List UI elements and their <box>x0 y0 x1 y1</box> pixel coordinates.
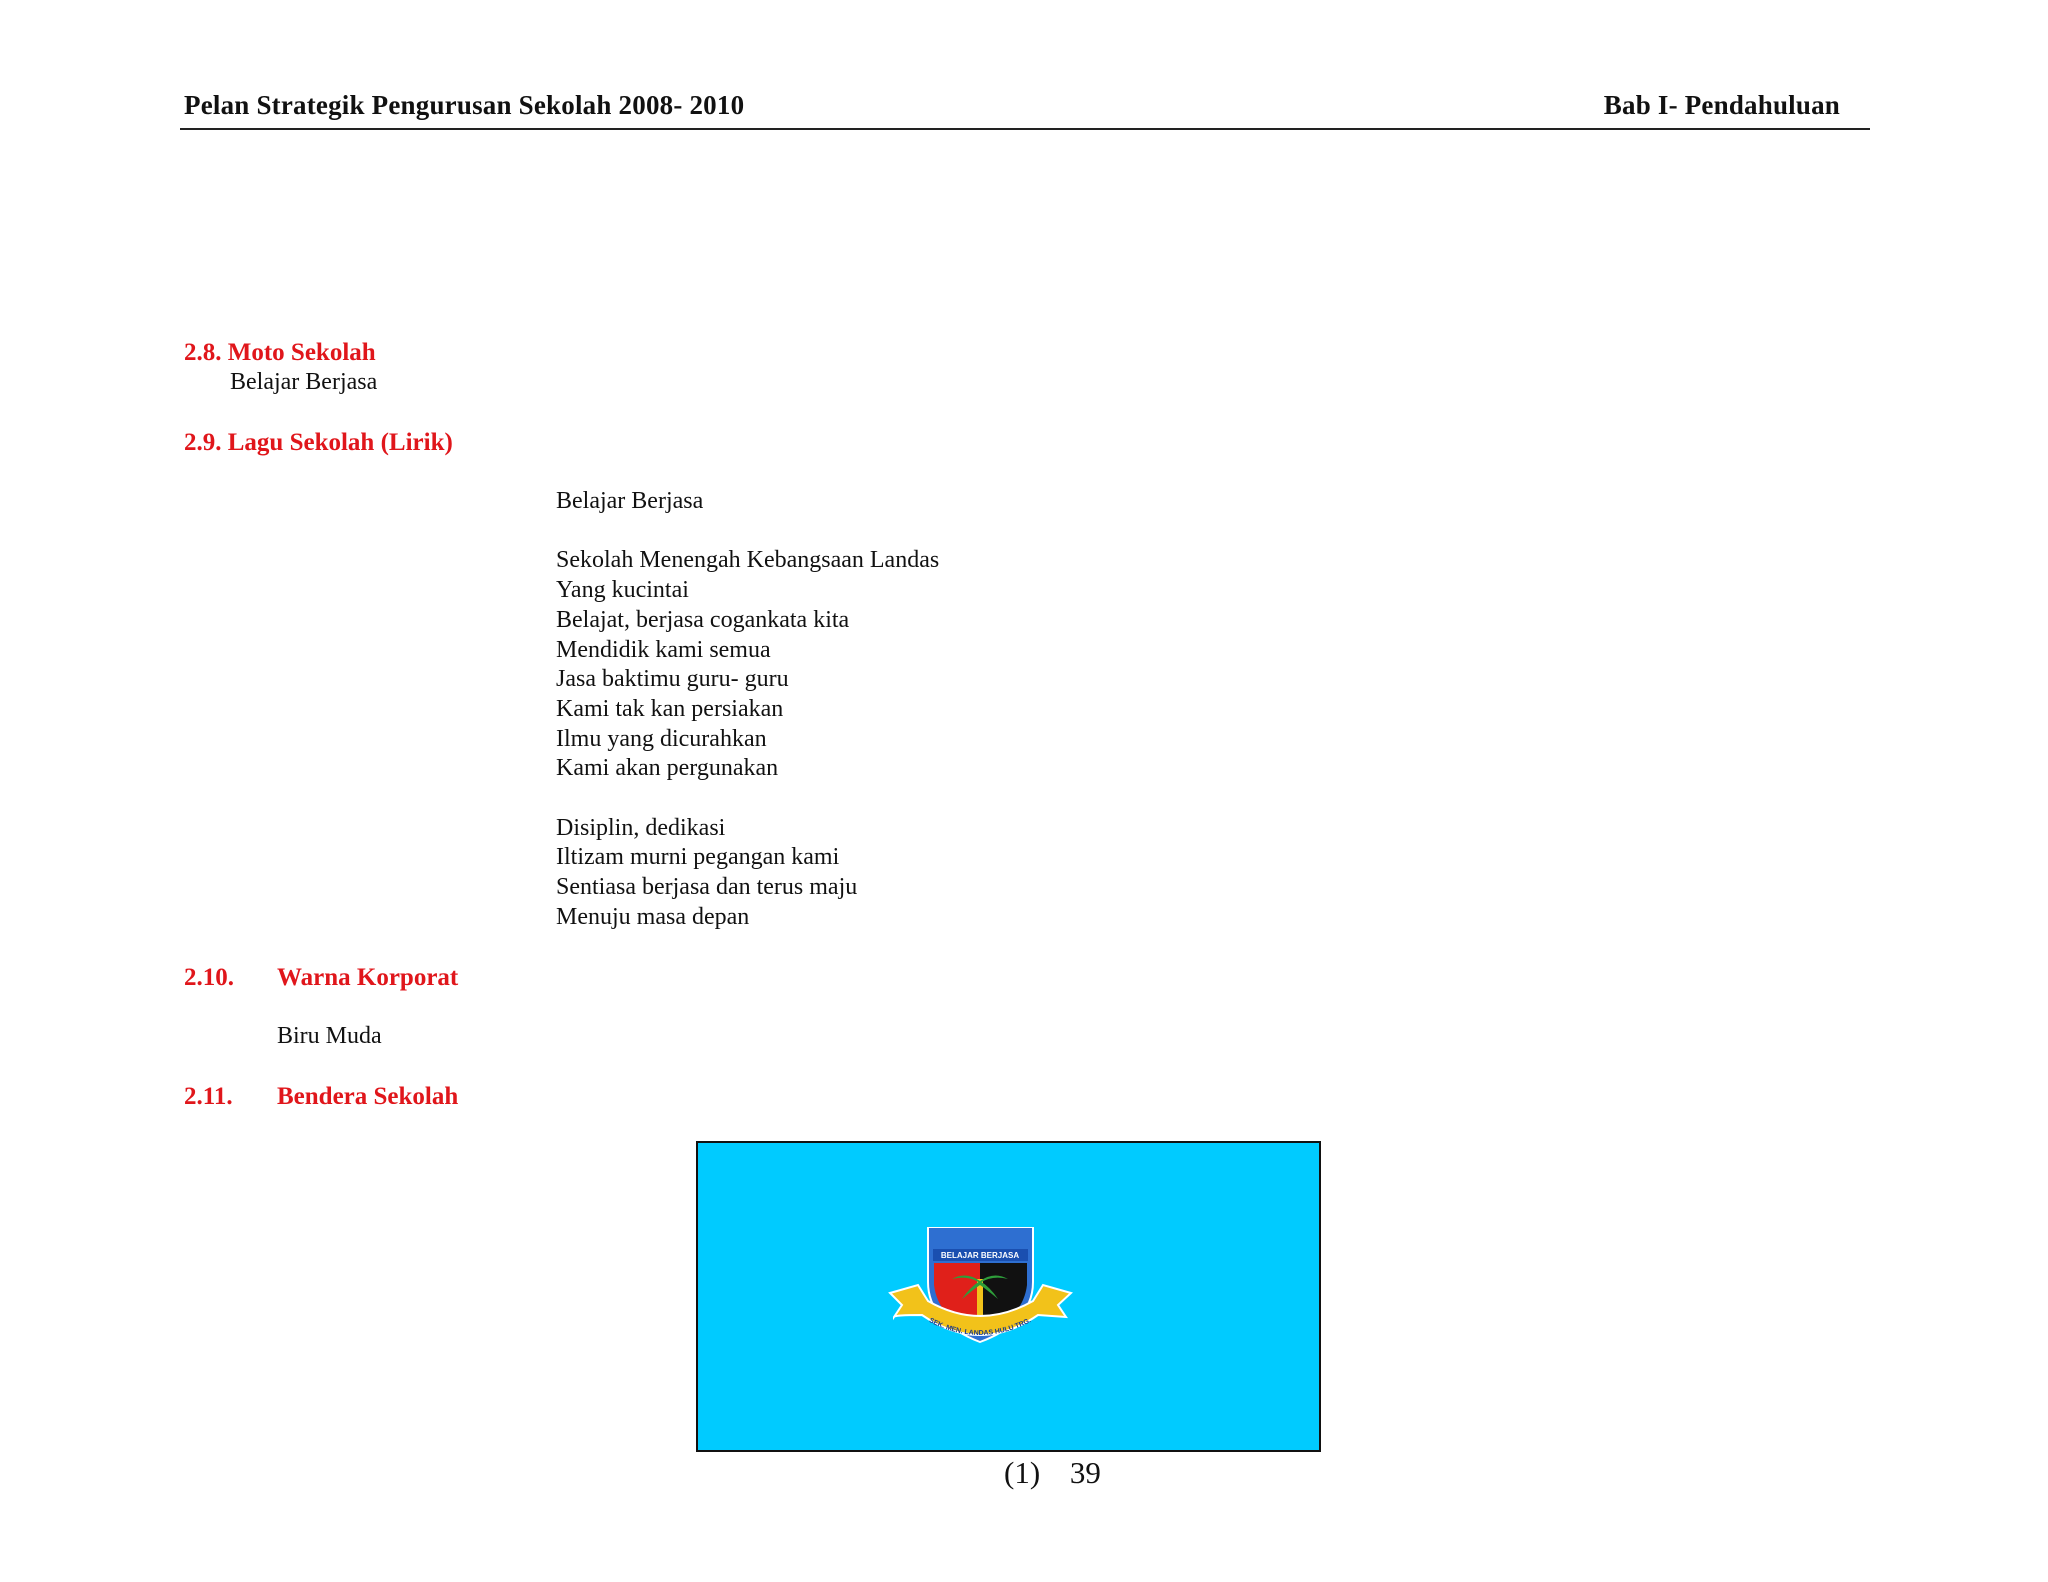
lyric-line: Disiplin, dedikasi <box>556 814 726 841</box>
lyric-line: Sentiasa berjasa dan terus maju <box>556 874 858 901</box>
section-moto-text: Belajar Berjasa <box>230 369 378 395</box>
figure-number: (1) <box>1004 1455 1041 1490</box>
header-rule <box>180 128 1870 130</box>
school-flag <box>696 1141 1321 1452</box>
section-warna-number: 2.10. <box>184 964 234 991</box>
section-warna-title: Warna Korporat <box>277 964 459 991</box>
header-chapter: Bab I- Pendahuluan <box>1603 90 1840 120</box>
lyric-line: Yang kucintai <box>556 577 689 604</box>
section-moto-heading: 2.8. Moto Sekolah <box>184 339 376 366</box>
lyric-line: Kami akan pergunakan <box>556 755 779 782</box>
lyric-line: Belajar Berjasa <box>556 488 704 514</box>
school-emblem-icon <box>888 1227 1073 1357</box>
lyric-line: Kami tak kan persiakan <box>556 695 784 722</box>
lyric-line: Menuju masa depan <box>556 903 750 930</box>
lyric-line: Sekolah Menengah Kebangsaan Landas <box>556 547 940 574</box>
section-bendera-title: Bendera Sekolah <box>277 1083 459 1110</box>
lyric-line: Jasa baktimu guru- guru <box>556 666 789 693</box>
figure-caption <box>1004 1455 1101 1491</box>
lyric-line: Belajat, berjasa cogankata kita <box>556 606 850 633</box>
emblem-ribbon-text: SEK. MEN. LANDAS HULU TRG. <box>927 1317 1033 1338</box>
section-lagu-heading: 2.9. Lagu Sekolah (Lirik) <box>184 429 453 456</box>
stanza-gap <box>556 784 939 814</box>
header-title: Pelan Strategik Pengurusan Sekolah 2008- 2010 <box>184 90 745 120</box>
stanza-gap <box>556 517 939 547</box>
lyric-line: Mendidik kami semua <box>556 636 771 663</box>
song-lyrics <box>556 487 939 933</box>
emblem-top-text: BELAJAR BERJASA <box>940 1251 1020 1260</box>
lyric-line: Iltizam murni pegangan kami <box>556 844 840 871</box>
lyric-line: Ilmu yang dicurahkan <box>556 725 767 752</box>
section-warna-text: Biru Muda <box>277 1023 382 1049</box>
section-bendera-number: 2.11. <box>184 1083 233 1110</box>
page-number: 39 <box>1069 1455 1101 1490</box>
